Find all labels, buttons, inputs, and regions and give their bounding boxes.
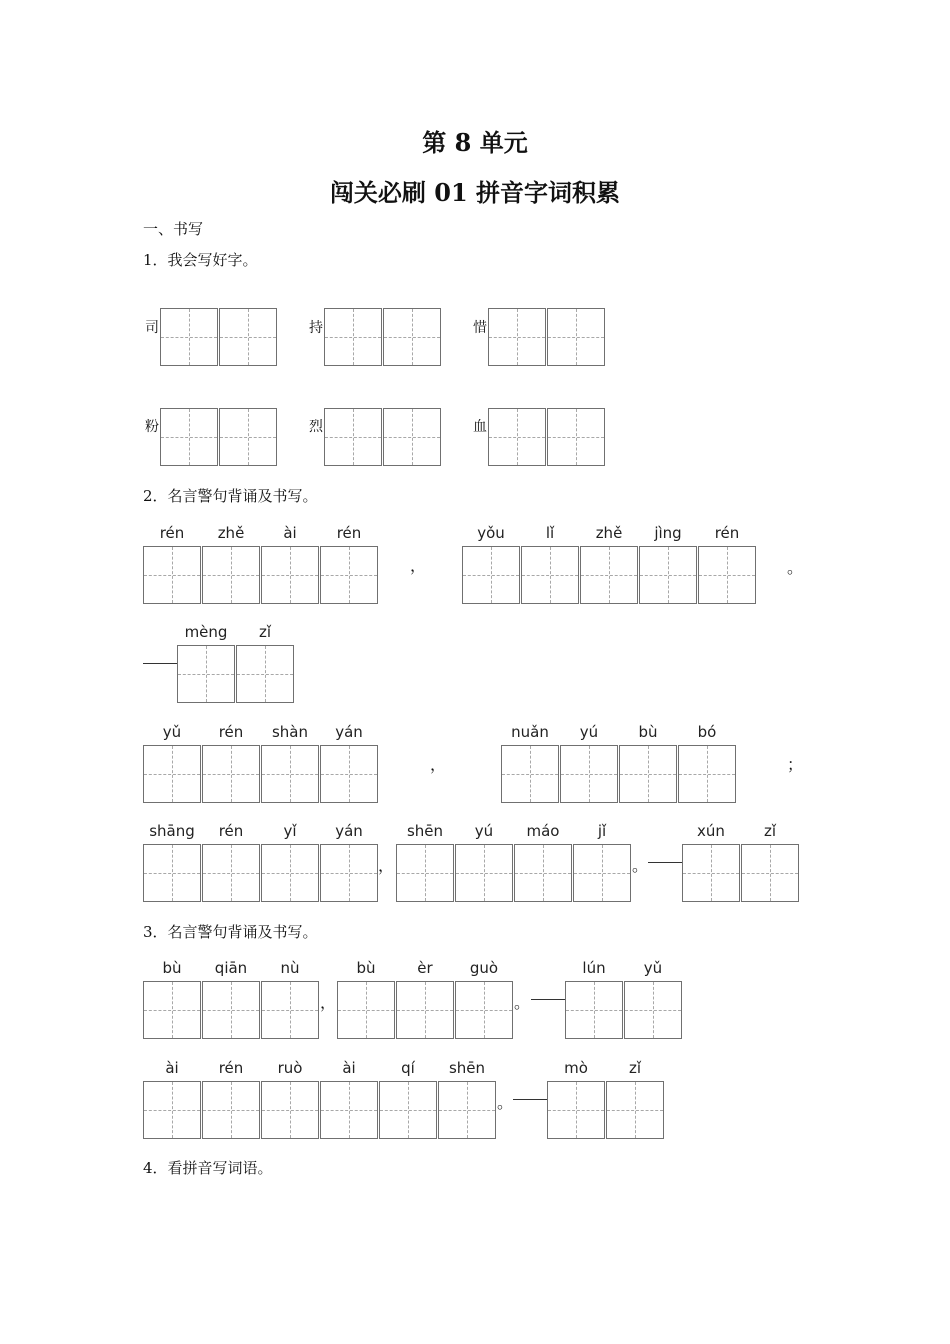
writing-cell[interactable]	[261, 844, 319, 902]
pinyin-label: rén	[159, 524, 185, 542]
period: 。	[632, 856, 649, 875]
pinyin-label: yǔ	[162, 723, 182, 741]
writing-cell[interactable]	[261, 745, 319, 803]
writing-cell[interactable]	[202, 844, 260, 902]
writing-cell[interactable]	[396, 844, 454, 902]
writing-cell[interactable]	[455, 844, 513, 902]
writing-grid[interactable]	[682, 844, 799, 902]
writing-cell[interactable]	[143, 546, 201, 604]
writing-cell[interactable]	[202, 981, 260, 1039]
pinyin-label: shāng	[149, 822, 195, 840]
practice-char: 粉	[145, 419, 159, 435]
writing-cell[interactable]	[143, 981, 201, 1039]
unit-title: 第 8 单元	[422, 128, 528, 157]
pinyin-label: qiān	[214, 959, 248, 977]
writing-grid[interactable]	[143, 1081, 496, 1139]
pinyin-label: bó	[697, 723, 717, 741]
comma: ，	[410, 556, 427, 575]
pinyin-label: yán	[335, 723, 363, 741]
writing-cell[interactable]	[514, 844, 572, 902]
pinyin-label: zǐ	[763, 822, 777, 840]
writing-cell[interactable]	[379, 1081, 437, 1139]
practice-char: 惜	[473, 320, 487, 336]
writing-grid[interactable]	[337, 981, 513, 1039]
writing-cell[interactable]	[741, 844, 799, 902]
attribution-dash	[143, 663, 177, 664]
writing-cell[interactable]	[488, 308, 546, 366]
writing-cell[interactable]	[573, 844, 631, 902]
writing-cell[interactable]	[682, 844, 740, 902]
writing-grid[interactable]	[547, 1081, 664, 1139]
writing-cell[interactable]	[383, 408, 441, 466]
writing-grid[interactable]	[160, 408, 277, 466]
writing-cell[interactable]	[438, 1081, 496, 1139]
pinyin-label: zhě	[217, 524, 245, 542]
writing-cell[interactable]	[455, 981, 513, 1039]
pinyin-label: bù	[356, 959, 376, 977]
comma: ，	[430, 755, 447, 774]
writing-cell[interactable]	[324, 308, 382, 366]
pinyin-label: zǐ	[258, 623, 272, 641]
writing-cell[interactable]	[236, 645, 294, 703]
pinyin-label: ài	[342, 1059, 356, 1077]
pinyin-label: lǐ	[545, 524, 555, 542]
pinyin-label: yǐ	[283, 822, 297, 840]
pinyin-label: ài	[283, 524, 297, 542]
writing-cell[interactable]	[261, 981, 319, 1039]
writing-cell[interactable]	[521, 546, 579, 604]
writing-cell[interactable]	[324, 408, 382, 466]
question-1-label: 1．我会写好字。	[143, 251, 258, 269]
writing-cell[interactable]	[560, 745, 618, 803]
pinyin-label: qí	[401, 1059, 415, 1077]
writing-cell[interactable]	[320, 546, 378, 604]
writing-cell[interactable]	[396, 981, 454, 1039]
writing-cell[interactable]	[261, 1081, 319, 1139]
writing-cell[interactable]	[143, 844, 201, 902]
pinyin-label: èr	[417, 959, 433, 977]
pinyin-label: shàn	[271, 723, 309, 741]
comma: ，	[378, 856, 395, 875]
pinyin-label: rén	[218, 1059, 244, 1077]
writing-grid[interactable]	[177, 645, 294, 703]
pinyin-label: máo	[526, 822, 560, 840]
writing-grid[interactable]	[488, 308, 605, 366]
writing-cell[interactable]	[488, 408, 546, 466]
writing-cell[interactable]	[698, 546, 756, 604]
writing-grid[interactable]	[565, 981, 682, 1039]
period: 。	[514, 993, 531, 1012]
pinyin-label: mò	[564, 1059, 588, 1077]
period: 。	[497, 1093, 514, 1112]
pinyin-label: rén	[218, 822, 244, 840]
writing-cell[interactable]	[383, 308, 441, 366]
pinyin-label: ruò	[277, 1059, 303, 1077]
writing-cell[interactable]	[547, 308, 605, 366]
question-2-label: 2．名言警句背诵及书写。	[143, 487, 318, 505]
writing-cell[interactable]	[143, 745, 201, 803]
period: 。	[787, 558, 804, 577]
pinyin-label: rén	[336, 524, 362, 542]
writing-cell[interactable]	[320, 844, 378, 902]
pinyin-label: guò	[469, 959, 499, 977]
writing-cell[interactable]	[219, 408, 277, 466]
pinyin-label: xún	[697, 822, 725, 840]
writing-grid[interactable]	[324, 308, 441, 366]
writing-cell[interactable]	[547, 1081, 605, 1139]
writing-cell[interactable]	[624, 981, 682, 1039]
writing-cell[interactable]	[678, 745, 736, 803]
pinyin-label: bù	[638, 723, 658, 741]
pinyin-label: ài	[165, 1059, 179, 1077]
writing-grid[interactable]	[143, 745, 378, 803]
writing-cell[interactable]	[219, 308, 277, 366]
writing-cell[interactable]	[337, 981, 395, 1039]
writing-cell[interactable]	[202, 546, 260, 604]
writing-grid[interactable]	[143, 981, 319, 1039]
writing-cell[interactable]	[160, 308, 218, 366]
writing-grid[interactable]	[488, 408, 605, 466]
writing-grid[interactable]	[143, 844, 378, 902]
attribution-dash	[531, 999, 565, 1000]
writing-cell[interactable]	[320, 1081, 378, 1139]
pinyin-label: yǒu	[477, 524, 505, 542]
question-3-label: 3．名言警句背诵及书写。	[143, 923, 318, 941]
writing-cell[interactable]	[320, 745, 378, 803]
writing-cell[interactable]	[639, 546, 697, 604]
pinyin-label: bù	[162, 959, 182, 977]
writing-cell[interactable]	[462, 546, 520, 604]
attribution-dash	[648, 862, 682, 863]
pinyin-label: yú	[474, 822, 494, 840]
writing-cell[interactable]	[619, 745, 677, 803]
pinyin-label: zhě	[595, 524, 623, 542]
pinyin-label: shēn	[406, 822, 444, 840]
comma: ，	[320, 993, 337, 1012]
writing-cell[interactable]	[580, 546, 638, 604]
pinyin-label: nuǎn	[511, 723, 549, 741]
writing-grid[interactable]	[143, 546, 378, 604]
writing-cell[interactable]	[202, 1081, 260, 1139]
pinyin-label: shēn	[448, 1059, 486, 1077]
writing-cell[interactable]	[565, 981, 623, 1039]
question-4-label: 4．看拼音写词语。	[143, 1159, 273, 1177]
pinyin-label: mèng	[184, 623, 228, 641]
pinyin-label: lún	[582, 959, 606, 977]
writing-grid[interactable]	[396, 844, 631, 902]
writing-cell[interactable]	[501, 745, 559, 803]
pinyin-label: nù	[280, 959, 300, 977]
writing-cell[interactable]	[261, 546, 319, 604]
writing-cell[interactable]	[160, 408, 218, 466]
writing-grid[interactable]	[160, 308, 277, 366]
practice-char: 烈	[309, 419, 323, 435]
worksheet-title: 闯关必刷 01 拼音字词积累	[329, 178, 621, 207]
writing-cell[interactable]	[177, 645, 235, 703]
practice-char: 司	[145, 320, 159, 336]
section-heading: 一、书写	[143, 220, 204, 238]
pinyin-label: yǔ	[643, 959, 663, 977]
practice-char: 血	[473, 419, 487, 435]
semicolon: ；	[787, 755, 804, 774]
writing-cell[interactable]	[202, 745, 260, 803]
pinyin-label: yú	[579, 723, 599, 741]
writing-grid[interactable]	[462, 546, 756, 604]
pinyin-label: zǐ	[628, 1059, 642, 1077]
attribution-dash	[513, 1099, 547, 1100]
writing-grid[interactable]	[501, 745, 736, 803]
writing-grid[interactable]	[324, 408, 441, 466]
writing-cell[interactable]	[143, 1081, 201, 1139]
pinyin-label: rén	[714, 524, 740, 542]
writing-cell[interactable]	[606, 1081, 664, 1139]
pinyin-label: rén	[218, 723, 244, 741]
practice-char: 持	[309, 320, 323, 336]
pinyin-label: jǐ	[597, 822, 607, 840]
pinyin-label: jìng	[654, 524, 682, 542]
writing-cell[interactable]	[547, 408, 605, 466]
pinyin-label: yán	[335, 822, 363, 840]
